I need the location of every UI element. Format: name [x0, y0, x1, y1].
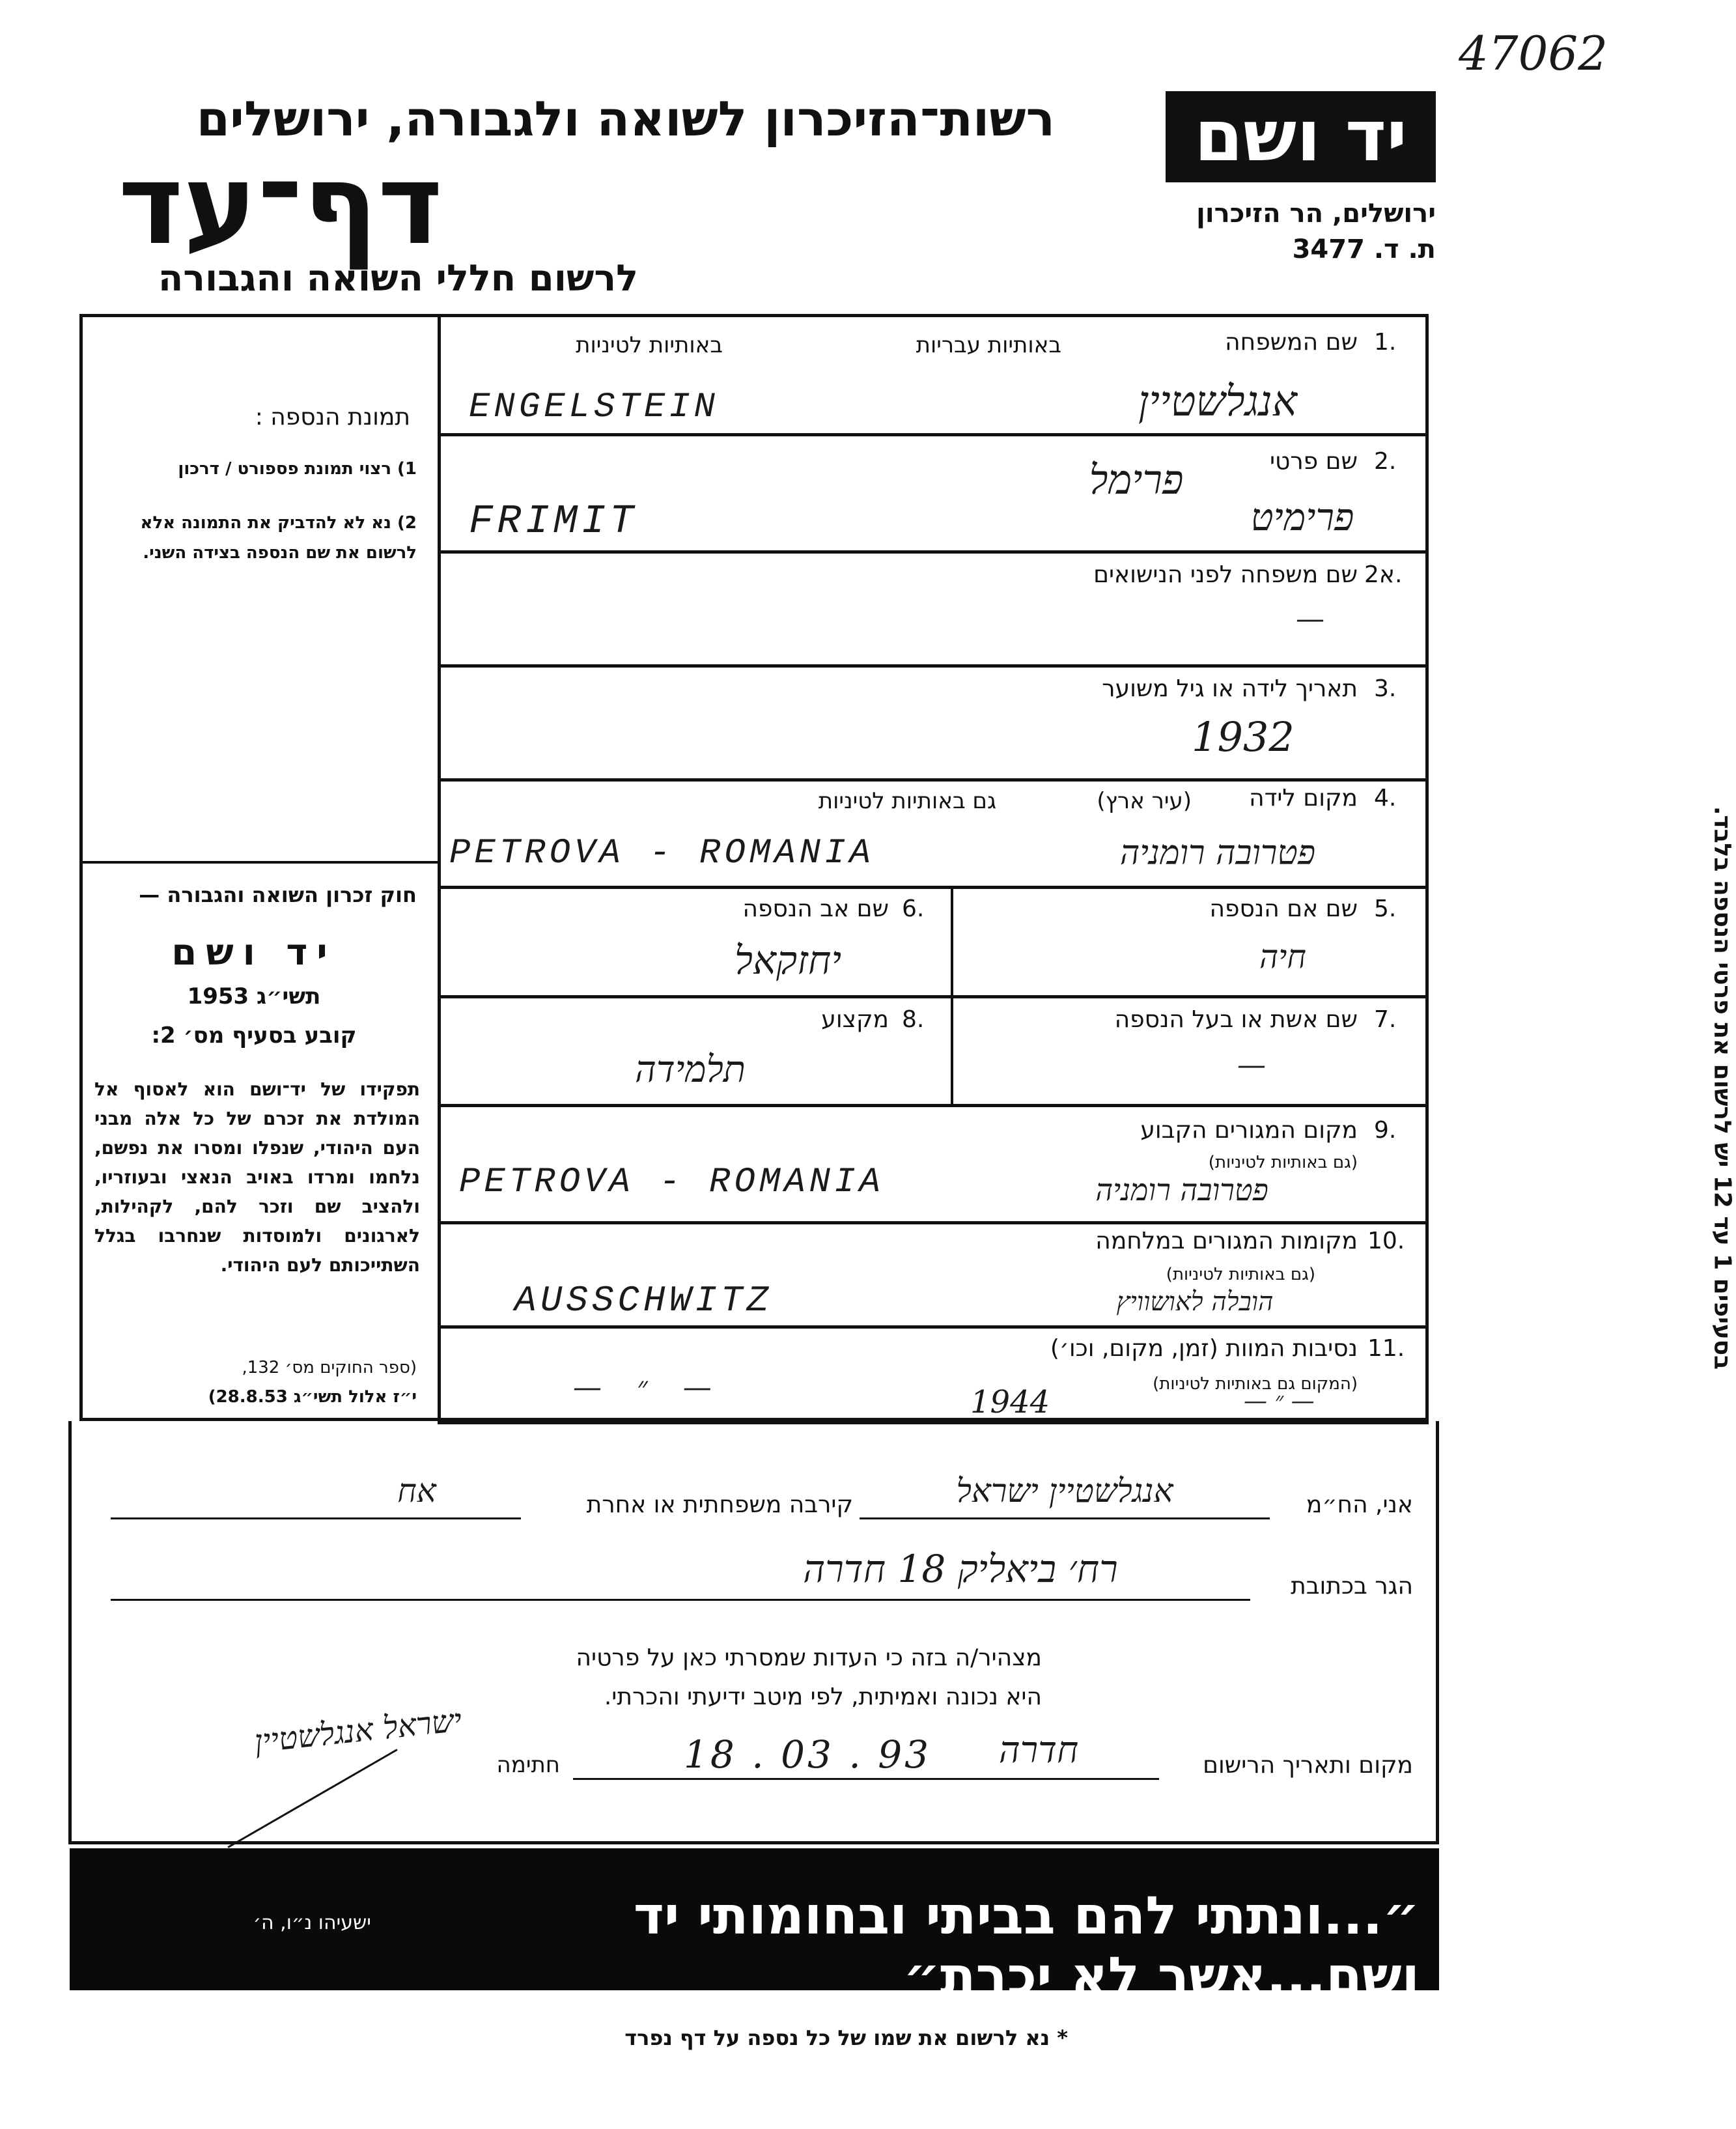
declarant-i-label: אני, הח״מ [1306, 1491, 1413, 1518]
logo-address: ירושלים, הר הזיכרון [1196, 199, 1436, 229]
field-2a-value: — [1296, 602, 1324, 636]
row-line [438, 550, 1429, 554]
left-separator [79, 861, 440, 864]
field-6-label: שם אב הנספה [742, 895, 889, 922]
declaration-line-1: מצהיר/ה בזה כי העדות שמסרתי כאן על פרטיה [576, 1644, 1042, 1671]
field-2-label: שם פרטי [1269, 448, 1358, 475]
field-2-latin-value: FRIMIT [469, 498, 638, 544]
field-8-value: תלמידה [635, 1049, 746, 1091]
field-2a-number: 2א. [1364, 561, 1403, 588]
address-value: רח׳ ביאליק 18 חדרה [803, 1547, 1118, 1591]
field-1-label: שם המשפחה [1225, 329, 1358, 356]
field-10-hebrew-value: הובלה לאושוויץ [1116, 1287, 1274, 1317]
field-6-number: 6. [902, 895, 925, 922]
date-value: 18 . 03 . 93 [684, 1732, 932, 1777]
field-5-number: 5. [1374, 895, 1397, 922]
field-11-value-3: — ״ — [1244, 1388, 1315, 1415]
law-source-2: י״ז אלול תשי״ג 28.8.53) [208, 1387, 417, 1407]
field-11-label: נסיבות המוות (זמן, מקום, וכו׳) [1050, 1335, 1358, 1362]
declarant-name-value: אנגלשטיין ישראל [956, 1472, 1173, 1510]
signature-value: ישראל אנגלשטיין [253, 1702, 464, 1760]
address-underline [111, 1599, 1250, 1601]
field-2-hebrew-value-2: פרימל [1089, 456, 1184, 503]
relation-label: קירבה משפחתית או אחרת [586, 1491, 853, 1518]
law-body: תפקידו של יד־ושם הוא לאסוף אל המולדת את זכרם של כל אלה מבני העם היהודי, שנפלו ומסרו את נפשם, נלחמו ומרדו באויב הנאצי ובעוזריו, ולהציב שם וזכר להם, לקהילות, לארגונים ולמוסדות שנחרבו בגלל השתייכותם לעם היהודי. [94, 1079, 420, 1276]
row-line [438, 433, 1429, 436]
banner-source: ישעיהו נ״ו, ה׳ [253, 1911, 371, 1934]
row-line [438, 886, 1429, 889]
law-clause: קובע בסעיף מס׳ 2: [151, 1022, 357, 1049]
field-4-number: 4. [1374, 785, 1397, 811]
field-3-value: 1932 [1192, 713, 1295, 761]
field-1-latin-header: באותיות לטיניות [576, 332, 723, 358]
field-4-latin-value: PETROVA - ROMANIA [449, 834, 875, 873]
field-8-number: 8. [902, 1006, 925, 1033]
side-note: בסעיפים 1 עד 12 יש לרשום את פרטי הנספה בלבד. [1709, 806, 1736, 1370]
row-line [438, 1221, 1429, 1224]
photo-note-2: 2) נא לא להדביק את התמונה אלא לרשום את שם הנספה בצידה השני. [140, 513, 417, 563]
field-7-label: שם אשת או בעל הנספה [1114, 1006, 1358, 1033]
law-year: תשי״ג 1953 [187, 983, 321, 1009]
field-11-number: 11. [1367, 1335, 1405, 1362]
place-date-label: מקום ותאריך הרישום [1203, 1752, 1413, 1779]
signature-label: חתימה [496, 1752, 560, 1778]
split-line [951, 886, 953, 995]
row-line [438, 664, 1429, 668]
field-11-value-1: — ״ — [573, 1371, 725, 1404]
field-11-label-2: (המקום גם באותיות לטיניות) [1153, 1374, 1358, 1394]
name-underline [860, 1517, 1270, 1519]
field-7-value: — [1237, 1049, 1266, 1082]
address-label: הגר בכתובת [1291, 1573, 1413, 1600]
field-1-number: 1. [1374, 329, 1397, 356]
logo-pobox: ת. ד. 3477 [1292, 234, 1436, 264]
field-6-value: יחזקאל [734, 938, 842, 983]
law-name: יד ושם [171, 931, 337, 974]
field-9-hebrew-value: פטרובה רומניה [1095, 1172, 1268, 1207]
relation-value: אח [397, 1472, 436, 1510]
field-5-value: חיה [1259, 938, 1306, 976]
place-date-underline [573, 1778, 1159, 1780]
field-2-hebrew-value: פרימיט [1250, 495, 1354, 539]
row-line [438, 995, 1429, 998]
subtitle: לרשום חללי השואה והגבורה [158, 257, 638, 300]
law-title: חוק זכרון השואה והגבורה — [139, 882, 417, 907]
place-value: חדרה [998, 1729, 1079, 1771]
archive-number: 47062 [1459, 26, 1608, 81]
banner-quote: ״...ונתתי להם בביתי ובחומותי יד ושם...אשר לא יכרת״ [633, 1885, 1420, 2007]
column-divider [438, 314, 441, 1421]
row-line [438, 1104, 1429, 1107]
field-2a-label: שם משפחה לפני הנישואים [1093, 561, 1358, 588]
header-title: רשות־הזיכרון לשואה ולגבורה, ירושלים [196, 91, 1055, 147]
relation-underline [111, 1517, 521, 1519]
field-10-number: 10. [1367, 1228, 1405, 1254]
photo-note-1: 1) רצוי תמונת פספורט / דרכון [178, 459, 417, 479]
field-1-latin-value: ENGELSTEIN [469, 388, 720, 427]
field-9-label: מקום המגורים הקבוע [1140, 1117, 1358, 1144]
photo-box-title: תמונת הנספה : [255, 404, 410, 430]
field-11-value-2: 1944 [970, 1384, 1050, 1420]
yad-vashem-logo: יד ושם [1166, 91, 1436, 182]
field-5-label: שם אם הנספה [1209, 895, 1358, 922]
split-line [951, 995, 953, 1104]
field-4-hebrew-value: פטרובה רומניה [1119, 834, 1316, 873]
field-9-latin-value: PETROVA - ROMANIA [459, 1163, 884, 1202]
footer-note: * נא לרשום את שמו של כל נספה על דף נפרד [624, 2025, 1068, 2050]
field-8-label: מקצוע [821, 1006, 889, 1033]
field-7-number: 7. [1374, 1006, 1397, 1033]
row-line [438, 778, 1429, 782]
field-3-number: 3. [1374, 675, 1397, 702]
field-4-latin-header: גם באותיות לטיניות [818, 788, 996, 814]
field-2-number: 2. [1374, 448, 1397, 475]
row-line [438, 1325, 1429, 1329]
field-10-latin-value: AUSSCHWITZ [514, 1280, 773, 1321]
field-1-hebrew-value: אנגלשטיין [1138, 378, 1298, 426]
field-1-hebrew-header: באותיות עבריות [916, 332, 1061, 358]
declaration-line-2: היא נכונה ואמיתית, לפי מיטב ידיעתי והכרתי. [604, 1684, 1042, 1710]
field-4-label: מקום לידה [1249, 785, 1358, 811]
field-9-number: 9. [1374, 1117, 1397, 1144]
field-4-label-2: (עיר ארץ) [1097, 788, 1192, 814]
field-3-label: תאריך לידה או גיל משוער [1102, 675, 1358, 702]
field-10-label-2: (גם באותיות לטיניות) [1166, 1265, 1315, 1284]
big-title: דף־עד [118, 141, 443, 270]
field-10-label: מקומות המגורים במלחמה [1095, 1228, 1358, 1254]
law-source-1: (ספר החוקים מס׳ 132, [242, 1358, 417, 1377]
field-9-label-2: (גם באותיות לטיניות) [1208, 1153, 1358, 1172]
